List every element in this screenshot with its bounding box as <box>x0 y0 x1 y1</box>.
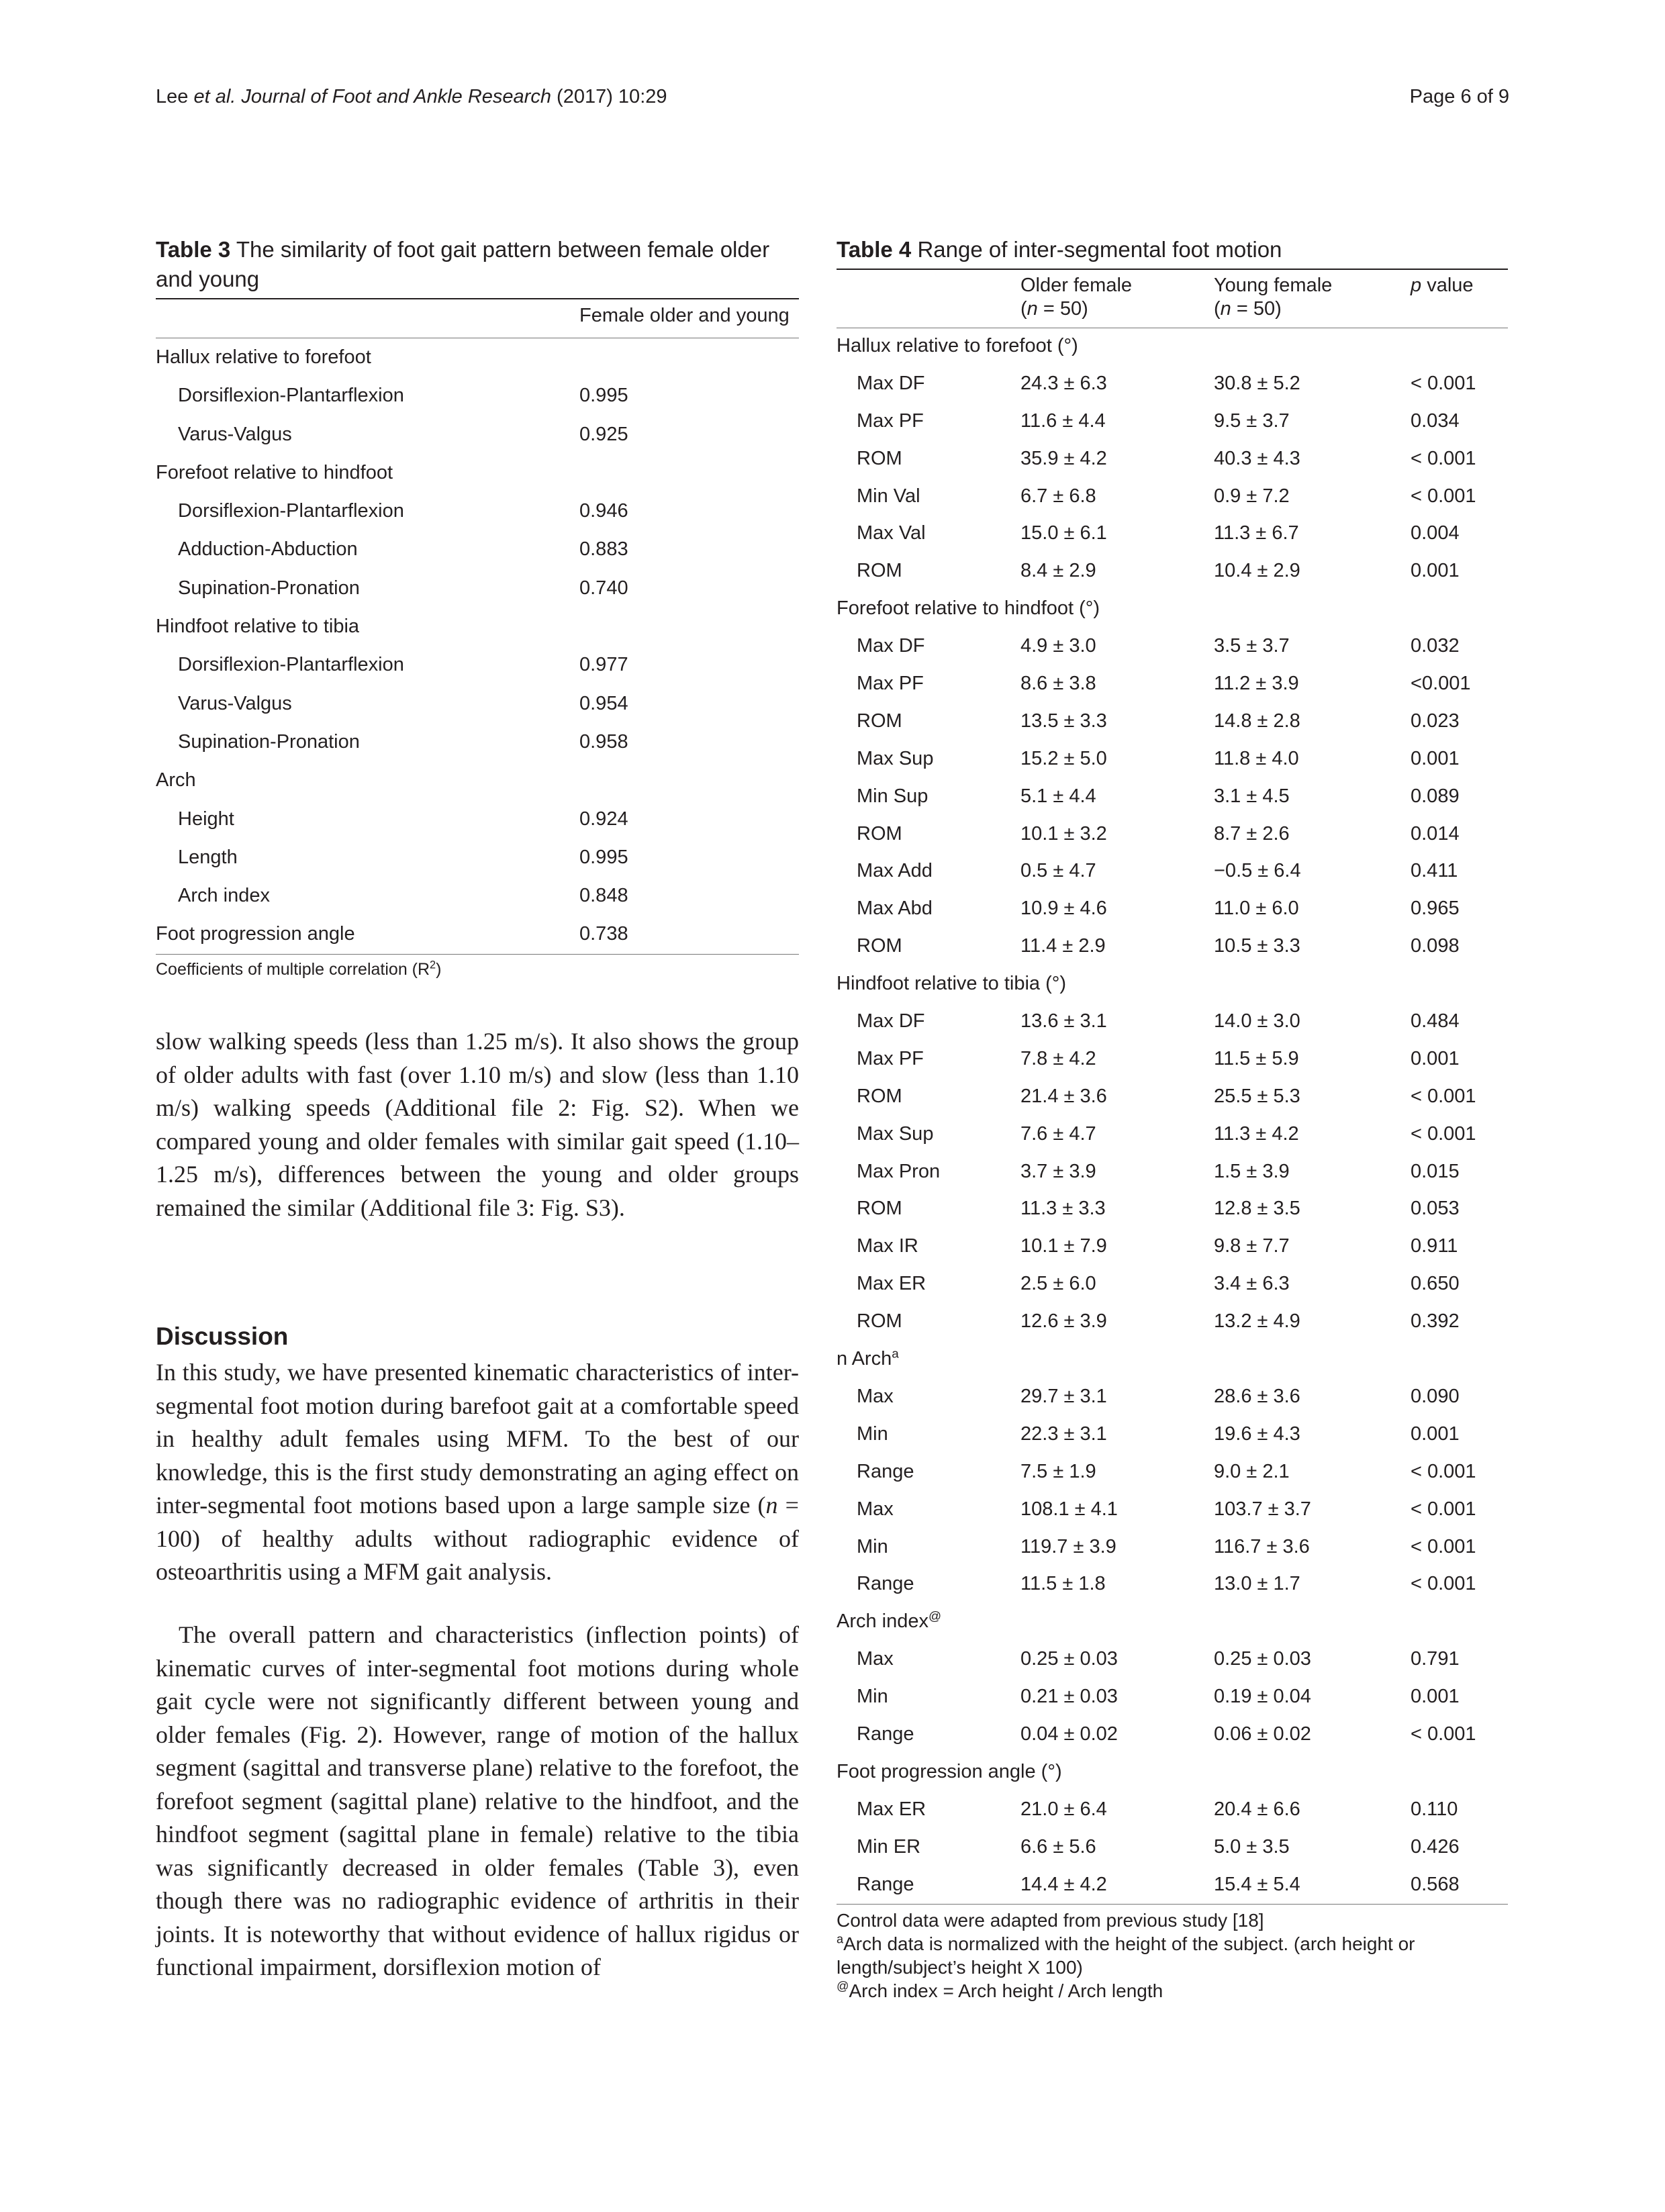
p-value: 0.015 <box>1411 1160 1460 1182</box>
table-3 <box>156 235 799 979</box>
row-label: ROM <box>857 1085 902 1107</box>
older-female-value: 6.7 ± 6.8 <box>1020 485 1096 507</box>
table-3-caption: Table 3 The similarity of foot gait pattern between female older and young <box>156 237 770 291</box>
row-label: Min Sup <box>857 785 929 807</box>
table-row <box>156 646 799 684</box>
table-row <box>156 685 799 723</box>
table-row <box>156 530 799 569</box>
table-row <box>837 1416 1508 1454</box>
p-value: < 0.001 <box>1411 1498 1476 1520</box>
young-female-value: 10.5 ± 3.3 <box>1214 935 1300 957</box>
row-label: ROM <box>857 822 902 845</box>
table-row <box>156 723 799 761</box>
table-row <box>156 915 799 953</box>
row-label: Max Sup <box>857 747 934 769</box>
p-value: 0.001 <box>1411 560 1460 582</box>
table-group-row <box>837 966 1508 1004</box>
p-value: <0.001 <box>1411 673 1471 695</box>
row-label: Max ER <box>857 1273 926 1295</box>
older-female-value: 5.1 ± 4.4 <box>1020 785 1096 807</box>
table-row <box>837 1379 1508 1416</box>
row-label: Supination-Pronation <box>178 730 360 753</box>
young-female-value: 8.7 ± 2.6 <box>1214 822 1290 845</box>
young-female-value: 28.6 ± 3.6 <box>1214 1385 1300 1407</box>
table-group-row <box>837 1604 1508 1641</box>
table-3-footnote: Coefficients of multiple correlation $(R^2)$ <box>156 959 442 979</box>
row-label: Min <box>857 1686 888 1708</box>
p-value: < 0.001 <box>1411 1460 1476 1482</box>
young-female-value: 25.5 ± 5.3 <box>1214 1085 1300 1107</box>
older-female-value: 22.3 ± 3.1 <box>1020 1423 1107 1445</box>
older-female-value: 12.6 ± 3.9 <box>1020 1310 1107 1333</box>
older-female-value: 0.25 ± 0.03 <box>1020 1648 1118 1670</box>
table-row <box>837 1679 1508 1717</box>
young-female-value: 1.5 ± 3.9 <box>1214 1160 1290 1182</box>
young-female-value: 3.4 ± 6.3 <box>1214 1273 1290 1295</box>
table-row <box>837 1529 1508 1567</box>
p-value: 0.001 <box>1411 1047 1460 1069</box>
table-row <box>837 704 1508 741</box>
table-row <box>837 1079 1508 1116</box>
table-row <box>837 479 1508 516</box>
older-female-value: 8.4 ± 2.9 <box>1020 560 1096 582</box>
row-label: Min <box>857 1423 888 1445</box>
table-row <box>837 1229 1508 1266</box>
p-value: 0.650 <box>1411 1273 1460 1295</box>
young-female-value: 0.19 ± 0.04 <box>1214 1686 1311 1708</box>
older-female-value: 119.7 ± 3.9 <box>1020 1535 1116 1557</box>
row-label: Arch index <box>178 885 271 907</box>
p-value: 0.791 <box>1411 1648 1460 1670</box>
section-heading-discussion: Discussion <box>156 1323 289 1350</box>
table-group-row <box>837 591 1508 628</box>
p-value: 0.032 <box>1411 635 1460 657</box>
row-label: Max Abd <box>857 898 933 920</box>
row-label: ROM <box>857 560 902 582</box>
older-female-value: 10.9 ± 4.6 <box>1020 898 1107 920</box>
table-row <box>837 1154 1508 1192</box>
table-row <box>837 1116 1508 1154</box>
row-label: Max <box>857 1498 894 1520</box>
young-female-value: 5.0 ± 3.5 <box>1214 1835 1290 1858</box>
older-female-value: 4.9 ± 3.0 <box>1020 635 1096 657</box>
p-value: 0.110 <box>1411 1798 1458 1820</box>
older-female-value: 10.1 ± 3.2 <box>1020 822 1107 845</box>
table-row <box>837 1266 1508 1304</box>
row-label: Range <box>857 1873 914 1895</box>
p-value: 0.090 <box>1411 1385 1460 1407</box>
older-female-value: 11.3 ± 3.3 <box>1020 1198 1106 1220</box>
young-female-value: 0.25 ± 0.03 <box>1214 1648 1311 1670</box>
row-label: Hallux relative to forefoot (°) <box>837 335 1078 356</box>
older-female-value: 13.5 ± 3.3 <box>1020 710 1107 732</box>
row-label: Supination-Pronation <box>178 577 360 599</box>
table-group-row <box>837 328 1508 366</box>
older-female-value: 7.8 ± 4.2 <box>1020 1047 1096 1069</box>
row-value: 0.738 <box>579 923 628 945</box>
row-label: ROM <box>857 935 902 957</box>
row-label: Dorsiflexion-Plantarflexion <box>178 500 404 522</box>
table-row <box>156 492 799 530</box>
table-row <box>837 1792 1508 1829</box>
table-row <box>837 1717 1508 1754</box>
row-value: 0.883 <box>579 538 628 561</box>
table-row <box>156 377 799 415</box>
row-value: 0.958 <box>579 730 628 753</box>
row-label: Arch <box>156 769 196 791</box>
young-female-value: 11.8 ± 4.0 <box>1214 747 1299 769</box>
young-female-value: 12.8 ± 3.5 <box>1214 1198 1300 1220</box>
row-label: Height <box>178 808 234 830</box>
table-row <box>837 1641 1508 1679</box>
row-label: Min Val <box>857 485 920 507</box>
table-row <box>837 666 1508 704</box>
table-row <box>156 800 799 838</box>
young-female-value: 13.2 ± 4.9 <box>1214 1310 1300 1333</box>
row-label: Max PF <box>857 673 924 695</box>
young-female-value: 3.1 ± 4.5 <box>1214 785 1290 807</box>
row-label: Max PF <box>857 410 924 432</box>
p-value: < 0.001 <box>1411 485 1476 507</box>
row-label: ROM <box>857 447 902 469</box>
table-4 <box>837 235 1508 2003</box>
table-row <box>837 516 1508 553</box>
young-female-value: 9.0 ± 2.1 <box>1214 1460 1290 1482</box>
p-value: < 0.001 <box>1411 1085 1476 1107</box>
row-label: Arch index@ <box>837 1608 942 1633</box>
table-row <box>837 853 1508 891</box>
column-p-value: p value <box>1411 275 1474 296</box>
p-value: < 0.001 <box>1411 1573 1476 1595</box>
p-value: < 0.001 <box>1411 447 1476 469</box>
table-row <box>837 928 1508 966</box>
p-value: 0.014 <box>1411 822 1460 845</box>
row-label: Max Add <box>857 860 933 882</box>
table-4-note: @Arch index = Arch height / Arch length <box>837 1980 1163 2002</box>
row-label: Range <box>857 1460 914 1482</box>
table-row <box>837 1829 1508 1867</box>
row-label: Max <box>857 1385 894 1407</box>
older-female-value: 2.5 ± 6.0 <box>1020 1273 1096 1295</box>
older-female-value: 24.3 ± 6.3 <box>1020 372 1107 394</box>
row-label: Max DF <box>857 635 925 657</box>
table-row <box>156 416 799 454</box>
row-label: Hindfoot relative to tibia <box>156 616 360 638</box>
row-label: ROM <box>857 710 902 732</box>
table-row <box>837 403 1508 441</box>
table-group-row <box>837 1754 1508 1792</box>
table-row <box>837 779 1508 816</box>
older-female-value: 0.21 ± 0.03 <box>1020 1686 1118 1708</box>
row-label: Forefoot relative to hindfoot <box>156 461 393 483</box>
row-label: Dorsiflexion-Plantarflexion <box>178 385 404 407</box>
older-female-value: 29.7 ± 3.1 <box>1020 1385 1107 1407</box>
row-label: Foot progression angle (°) <box>837 1760 1062 1782</box>
paragraph-discussion-1: In this study, we have presented kinematic characteristics of inter-segmental foot motion during barefoot gait at a comfortable speed in healthy adult females using MFM. To the best of our knowledge, this is the first study demonstrating an aging effect on inter-segmental foot motions based upon a large sample size (n = 100) of healthy adults without radiographic evidence of osteoarthritis using a MFM gait analysis. <box>156 1359 799 1585</box>
young-female-value: 14.8 ± 2.8 <box>1214 710 1300 732</box>
table-row <box>837 1004 1508 1041</box>
p-value: 0.411 <box>1411 860 1458 882</box>
column-young-female: Young female (n = 50) <box>1214 275 1333 320</box>
row-value: 0.977 <box>579 654 628 676</box>
p-value: 0.911 <box>1411 1235 1458 1257</box>
young-female-value: 11.3 ± 4.2 <box>1214 1122 1299 1145</box>
young-female-value: 9.5 ± 3.7 <box>1214 410 1290 432</box>
row-label: Range <box>857 1573 914 1595</box>
young-female-value: −0.5 ± 6.4 <box>1214 860 1301 882</box>
young-female-value: 3.5 ± 3.7 <box>1214 635 1290 657</box>
older-female-value: 11.6 ± 4.4 <box>1020 410 1106 432</box>
young-female-value: 11.2 ± 3.9 <box>1214 673 1299 695</box>
table-4-column-header <box>837 270 1508 328</box>
young-female-value: 15.4 ± 5.4 <box>1214 1873 1300 1895</box>
row-value: 0.954 <box>579 692 628 714</box>
row-label: Hallux relative to forefoot <box>156 346 371 368</box>
row-label: Hindfoot relative to tibia (°) <box>837 973 1067 995</box>
older-female-value: 11.5 ± 1.8 <box>1020 1573 1106 1595</box>
young-female-value: 11.0 ± 6.0 <box>1214 898 1299 920</box>
young-female-value: 40.3 ± 4.3 <box>1214 447 1300 469</box>
young-female-value: 10.4 ± 2.9 <box>1214 560 1300 582</box>
p-value: 0.568 <box>1411 1873 1460 1895</box>
row-label: ROM <box>857 1198 902 1220</box>
row-label: n Arch$^a$ <box>837 1346 899 1370</box>
p-value: 0.089 <box>1411 785 1460 807</box>
table-row <box>837 366 1508 403</box>
table-row <box>837 628 1508 666</box>
p-value: < 0.001 <box>1411 1122 1476 1145</box>
row-label: Foot progression angle <box>156 923 355 945</box>
row-label: Dorsiflexion-Plantarflexion <box>178 654 404 676</box>
young-female-value: 116.7 ± 3.6 <box>1214 1535 1310 1557</box>
p-value: 0.001 <box>1411 1423 1460 1445</box>
young-female-value: 13.0 ± 1.7 <box>1214 1573 1300 1595</box>
p-value: 0.023 <box>1411 710 1460 732</box>
row-value: 0.740 <box>579 577 628 599</box>
table-row <box>837 1566 1508 1604</box>
p-value: < 0.001 <box>1411 1535 1476 1557</box>
table-row <box>837 816 1508 854</box>
row-label: Forefoot relative to hindfoot (°) <box>837 597 1100 620</box>
p-value: 0.965 <box>1411 898 1460 920</box>
table-row <box>837 553 1508 591</box>
table-4-note: Control data were adapted from previous study [18] <box>837 1910 1264 1931</box>
older-female-value: 15.0 ± 6.1 <box>1020 522 1107 544</box>
young-female-value: 20.4 ± 6.6 <box>1214 1798 1300 1820</box>
table-row <box>156 569 799 608</box>
older-female-value: 35.9 ± 4.2 <box>1020 447 1107 469</box>
table-row <box>837 1492 1508 1529</box>
row-label: Max DF <box>857 1010 925 1032</box>
row-label: Max <box>857 1648 894 1670</box>
column-older-female: Older female (n = 50) <box>1020 275 1133 320</box>
young-female-value: 11.3 ± 6.7 <box>1214 522 1299 544</box>
young-female-value: 19.6 ± 4.3 <box>1214 1423 1300 1445</box>
young-female-value: 30.8 ± 5.2 <box>1214 372 1300 394</box>
table-4-note: $^a$Arch data is normalized with the height of the subject. (arch height or length/subject’s height X 100) <box>837 1933 1415 1978</box>
p-value: 0.001 <box>1411 1686 1460 1708</box>
table-group-row <box>837 1341 1508 1379</box>
row-label: Varus-Valgus <box>178 423 292 445</box>
table-4-caption: Table 4 Range of inter-segmental foot motion <box>837 237 1282 262</box>
row-value: 0.995 <box>579 385 628 407</box>
p-value: 0.053 <box>1411 1198 1460 1220</box>
p-value: 0.034 <box>1411 410 1460 432</box>
older-female-value: 7.6 ± 4.7 <box>1020 1122 1096 1145</box>
older-female-value: 7.5 ± 1.9 <box>1020 1460 1096 1482</box>
row-label: Adduction-Abduction <box>178 538 358 561</box>
older-female-value: 0.5 ± 4.7 <box>1020 860 1096 882</box>
older-female-value: 10.1 ± 7.9 <box>1020 1235 1107 1257</box>
row-label: Max DF <box>857 372 925 394</box>
row-value: 0.995 <box>579 846 628 868</box>
table-row <box>837 1191 1508 1229</box>
table-row <box>837 891 1508 928</box>
paragraph-discussion-2: The overall pattern and characteristics (inflection points) of kinematic curves of inter-segmental foot motions during whole gait cycle were not significantly different between young and older females (Fig. 2). However, range of motion of the hallux segment (sagittal and transverse plane) relative to the forefoot, the forefoot segment (sagittal plane) relative to the hindfoot, and the hindfoot segment (sagittal plane in female) relative to the tibia was significantly decreased in older females (Table 3), even though there was no radiographic evidence of arthritis in their joints. It is noteworthy that without evidence of hallux rigidus or functional impairment, dorsiflexion motion of <box>156 1621 799 1980</box>
older-female-value: 6.6 ± 5.6 <box>1020 1835 1096 1858</box>
row-label: Max ER <box>857 1798 926 1820</box>
older-female-value: 0.04 ± 0.02 <box>1020 1723 1118 1745</box>
young-female-value: 0.06 ± 0.02 <box>1214 1723 1311 1745</box>
table-row <box>156 877 799 915</box>
row-label: Length <box>178 846 238 868</box>
young-female-value: 103.7 ± 3.7 <box>1214 1498 1311 1520</box>
running-head <box>156 86 1509 113</box>
table-row <box>837 1304 1508 1341</box>
p-value: < 0.001 <box>1411 372 1476 394</box>
row-value: 0.924 <box>579 808 628 830</box>
table-3-column-header: Female older and young <box>579 305 790 326</box>
row-label: ROM <box>857 1310 902 1333</box>
table-row <box>837 741 1508 779</box>
table-row <box>156 454 799 492</box>
older-female-value: 15.2 ± 5.0 <box>1020 747 1107 769</box>
row-value: 0.946 <box>579 500 628 522</box>
row-label: Varus-Valgus <box>178 692 292 714</box>
paragraph-speeds: slow walking speeds (less than 1.25 m/s). It also shows the group of older adults with fast (over 1.10 m/s) and slow (less than 1.10 m/s) walking speeds (Additional file 2: Fig. S2). When we compared young and older females with similar gait speed (1.10–1.25 m/s), differences between the young and older groups remained the similar (Additional file 3: Fig. S3). <box>156 1028 799 1221</box>
row-label: Min <box>857 1535 888 1557</box>
p-value: 0.484 <box>1411 1010 1460 1032</box>
table-4-notes <box>837 1909 1508 2003</box>
row-label: Range <box>857 1723 914 1745</box>
table-row <box>156 761 799 800</box>
young-female-value: 0.9 ± 7.2 <box>1214 485 1290 507</box>
p-value: 0.004 <box>1411 522 1460 544</box>
page-number: Page 6 of 9 <box>1409 86 1509 107</box>
row-label: Max Val <box>857 522 926 544</box>
young-female-value: 14.0 ± 3.0 <box>1214 1010 1300 1032</box>
older-female-value: 21.4 ± 3.6 <box>1020 1085 1107 1107</box>
row-label: Max Sup <box>857 1122 934 1145</box>
row-label: Max Pron <box>857 1160 941 1182</box>
p-value: 0.098 <box>1411 935 1460 957</box>
older-female-value: 13.6 ± 3.1 <box>1020 1010 1107 1032</box>
table-row <box>156 338 799 377</box>
p-value: < 0.001 <box>1411 1723 1476 1745</box>
row-value: 0.848 <box>579 885 628 907</box>
table-row <box>837 1041 1508 1079</box>
row-value: 0.925 <box>579 423 628 445</box>
older-female-value: 21.0 ± 6.4 <box>1020 1798 1107 1820</box>
row-label: Min ER <box>857 1835 921 1858</box>
p-value: 0.001 <box>1411 747 1460 769</box>
older-female-value: 11.4 ± 2.9 <box>1020 935 1106 957</box>
older-female-value: 108.1 ± 4.1 <box>1020 1498 1118 1520</box>
table-row <box>837 1867 1508 1905</box>
citation: Lee et al. Journal of Foot and Ankle Research (2017) 10:29 <box>156 86 667 107</box>
table-row <box>156 608 799 646</box>
row-label: Max IR <box>857 1235 918 1257</box>
p-value: 0.392 <box>1411 1310 1460 1333</box>
young-female-value: 11.5 ± 5.9 <box>1214 1047 1299 1069</box>
table-row <box>156 838 799 877</box>
older-female-value: 3.7 ± 3.9 <box>1020 1160 1096 1182</box>
young-female-value: 9.8 ± 7.7 <box>1214 1235 1290 1257</box>
p-value: 0.426 <box>1411 1835 1460 1858</box>
older-female-value: 14.4 ± 4.2 <box>1020 1873 1107 1895</box>
table-row <box>837 441 1508 479</box>
row-label: Max PF <box>857 1047 924 1069</box>
older-female-value: 8.6 ± 3.8 <box>1020 673 1096 695</box>
table-row <box>837 1454 1508 1492</box>
